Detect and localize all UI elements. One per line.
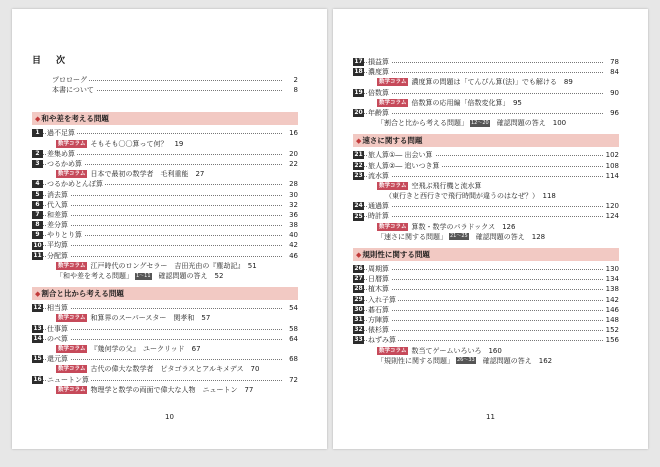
chapter-number: 10 — [33, 241, 42, 249]
toc-entry[interactable] — [32, 128, 298, 138]
chapter-title: ニュートン算 — [47, 375, 89, 384]
review-title: 「和や差を考える問題」 — [56, 272, 133, 280]
column-entry[interactable] — [32, 344, 298, 354]
chapter-number: 22 — [354, 161, 363, 169]
chapter-number: 32 — [354, 326, 363, 334]
chapter-number: 31 — [354, 316, 363, 324]
toc-entry[interactable] — [353, 274, 619, 284]
chapter-title: 倍数算 — [368, 88, 389, 97]
toc-entry[interactable] — [32, 354, 298, 364]
column-entry[interactable] — [353, 98, 619, 108]
section-heading — [353, 134, 619, 147]
toc-entry[interactable] — [32, 334, 298, 344]
page-ref: 138 — [605, 285, 619, 294]
front-matter-entry[interactable] — [32, 85, 298, 95]
column-badge: 数学コラム — [379, 182, 407, 189]
toc-entry[interactable] — [353, 305, 619, 315]
chapter-number: 15 — [33, 355, 42, 363]
toc-entry[interactable] — [353, 67, 619, 77]
column-entry[interactable] — [32, 364, 298, 374]
chapter-title: 俵杉算 — [368, 326, 389, 335]
column-badge: 数学コラム — [379, 223, 407, 230]
chapter-range: 26〜33 — [457, 357, 475, 364]
column-title: 『幾何学の父』 ユークリッド 67 — [90, 344, 201, 353]
toc-left — [32, 55, 298, 395]
column-title: 日本で最初の数学者 毛利重能 27 — [90, 170, 205, 179]
chapter-number: 16 — [33, 375, 42, 383]
page-ref: 72 — [289, 375, 298, 384]
toc-entry[interactable] — [353, 161, 619, 171]
column-entry[interactable] — [32, 139, 298, 149]
right-page — [333, 9, 648, 449]
chapter-range: 12〜20 — [471, 119, 489, 126]
chapter-title: 通過算 — [368, 202, 389, 211]
page-ref: 146 — [605, 305, 619, 314]
page-ref: 68 — [289, 355, 298, 364]
chapter-title: のべ算 — [47, 334, 68, 343]
page-ref: 130 — [605, 265, 619, 273]
page-ref: 152 — [605, 326, 619, 335]
review-entry[interactable] — [353, 232, 619, 242]
chapter-title: 過不足算 — [47, 129, 75, 138]
page-ref: 8 — [293, 86, 298, 95]
chapter-number: 2 — [32, 150, 43, 158]
chapter-title: 相当算 — [47, 304, 68, 313]
toc-entry[interactable] — [32, 210, 298, 220]
chapter-number: 30 — [354, 305, 363, 313]
toc-entry[interactable] — [353, 295, 619, 305]
toc-entry[interactable] — [32, 149, 298, 159]
chapter-number: 8 — [32, 221, 43, 229]
page-ref: 102 — [605, 151, 619, 160]
diamond-icon: ◆ — [356, 137, 362, 146]
column-title: そもそも〇〇算って何？ 19 — [90, 139, 184, 148]
column-badge: 数学コラム — [379, 347, 407, 354]
page-ref: 54 — [289, 304, 298, 313]
section-title: 和や差を考える問題 — [41, 114, 109, 124]
chapter-title: 損益算 — [368, 58, 389, 66]
section-heading — [32, 287, 298, 300]
chapter-number: 29 — [354, 295, 363, 303]
page-ref: 142 — [605, 295, 619, 304]
page-ref: 36 — [289, 210, 298, 219]
column-badge: 数学コラム — [58, 315, 86, 322]
chapter-number: 14 — [33, 334, 42, 342]
chapter-range: 1〜11 — [136, 272, 151, 279]
chapter-title: 濃度算 — [368, 68, 389, 77]
toc-entry[interactable] — [353, 284, 619, 294]
page-number-left: 10 — [165, 413, 174, 421]
toc-entry[interactable] — [353, 335, 619, 345]
page-ref: 114 — [605, 171, 619, 180]
page-ref: 64 — [289, 334, 298, 343]
chapter-title: 時計算 — [368, 212, 389, 221]
page-ref: 108 — [605, 161, 619, 170]
page-ref: 28 — [289, 180, 298, 189]
page-ref: 16 — [289, 129, 298, 138]
chapter-title: 植木算 — [368, 285, 389, 294]
review-title: 「割合と比から考える問題」 — [377, 119, 468, 128]
page-ref: 148 — [605, 315, 619, 324]
column-badge: 数学コラム — [379, 79, 407, 86]
chapter-number: 12 — [33, 304, 42, 312]
chapter-number: 19 — [354, 88, 363, 96]
section-title: 規則性に関する問題 — [362, 250, 430, 259]
front-matter-title: プロローグ — [52, 76, 87, 84]
chapter-title: 差分算 — [47, 221, 68, 230]
review-entry[interactable] — [32, 271, 298, 281]
diamond-icon: ◆ — [35, 115, 41, 124]
toc-right — [353, 57, 619, 366]
chapter-number: 3 — [32, 160, 43, 168]
toc-entry[interactable] — [353, 171, 619, 181]
toc-heading: 目 次 — [32, 56, 69, 66]
column-subtitle — [353, 191, 619, 201]
chapter-title: 消去算 — [47, 190, 68, 199]
chapter-title: 和差算 — [47, 210, 68, 219]
column-title: 濃度算の問題は「てんびん算(法)」でも解ける 89 — [411, 78, 573, 87]
review-text: 確認問題の答え 128 — [468, 232, 546, 241]
chapter-number: 20 — [354, 109, 363, 117]
toc-entry[interactable] — [353, 57, 619, 67]
chapter-title: 平均算 — [47, 241, 68, 250]
review-text: 確認問題の答え 52 — [151, 272, 224, 280]
column-title: 数当てゲームいろいろ 160 — [411, 346, 502, 355]
toc-entry[interactable] — [353, 325, 619, 335]
spacer — [32, 95, 298, 106]
chapter-number: 28 — [354, 285, 363, 293]
page-ref: 96 — [610, 108, 619, 117]
chapter-title: 旅人算①― 出会い算 — [368, 151, 433, 160]
review-title: 「速さに関する問題」 — [377, 232, 447, 241]
section-title: 割合と比から考える問題 — [41, 289, 124, 299]
chapter-number: 7 — [32, 211, 43, 219]
page-ref: 2 — [293, 76, 298, 84]
toc-entry[interactable] — [32, 220, 298, 230]
page-ref: 40 — [289, 231, 298, 240]
page-ref: 58 — [289, 324, 298, 333]
toc-entry[interactable] — [32, 303, 298, 313]
chapter-number: 11 — [33, 251, 42, 259]
page-ref: 46 — [289, 251, 298, 260]
column-entry[interactable] — [353, 181, 619, 191]
chapter-title: 分配算 — [47, 251, 68, 260]
chapter-number: 27 — [354, 275, 363, 283]
chapter-title: 方陣算 — [368, 315, 389, 324]
column-subtitle-text: （東行きと西行きで飛行時間が違うのはなぜ？） 118 — [377, 192, 558, 200]
page-ref: 30 — [289, 190, 298, 199]
toc-entry[interactable] — [353, 88, 619, 98]
toc-entry[interactable] — [32, 230, 298, 240]
column-entry[interactable] — [353, 346, 619, 356]
section-heading — [353, 248, 619, 261]
left-page — [12, 9, 327, 449]
toc-entry[interactable] — [32, 240, 298, 250]
page-ref: 120 — [605, 202, 619, 211]
chapter-title: 旅人算②― 追いつき算 — [368, 161, 440, 170]
column-title: 物理学と数学の両面で偉大な人物 ニュートン 77 — [90, 385, 254, 394]
column-badge: 数学コラム — [379, 99, 407, 106]
column-entry[interactable] — [32, 261, 298, 271]
chapter-number: 18 — [354, 68, 363, 76]
page-ref: 32 — [289, 200, 298, 209]
page-ref: 156 — [605, 336, 619, 345]
chapter-number: 1 — [32, 129, 43, 137]
chapter-title: つるかめとんぼ算 — [47, 180, 103, 189]
toc-entry[interactable] — [32, 190, 298, 200]
chapter-number: 6 — [32, 201, 43, 209]
column-entry[interactable] — [32, 385, 298, 395]
column-badge: 数学コラム — [58, 140, 86, 147]
section-title: 速さに関する問題 — [362, 136, 423, 146]
page-ref: 124 — [605, 212, 619, 221]
column-badge: 数学コラム — [58, 171, 86, 178]
chapter-title: やりとり算 — [47, 231, 82, 240]
page-ref: 20 — [289, 149, 298, 158]
column-title: 古代の偉大な数学者 ピタゴラスとアルキメデス 70 — [90, 365, 260, 374]
chapter-title: 碁石算 — [368, 305, 389, 314]
front-matter-title: 本書について — [52, 86, 94, 95]
column-title: 空飛ぶ飛行機と流水算 — [411, 181, 482, 190]
review-entry[interactable] — [353, 356, 619, 366]
toc-entry[interactable] — [353, 201, 619, 211]
page-ref: 78 — [610, 58, 619, 66]
chapter-range: 21〜25 — [450, 233, 468, 240]
diamond-icon: ◆ — [356, 251, 362, 259]
chapter-number: 21 — [354, 151, 363, 159]
review-title: 「規則性に関する問題」 — [377, 356, 454, 365]
chapter-title: 還元算 — [47, 355, 68, 364]
toc-entry[interactable] — [353, 315, 619, 325]
column-badge: 数学コラム — [58, 386, 86, 393]
column-badge: 数学コラム — [58, 262, 86, 269]
column-title: 倍数算の応用編「倍数変化算」 95 — [411, 98, 522, 107]
toc-entry[interactable] — [32, 200, 298, 210]
column-entry[interactable] — [32, 169, 298, 179]
chapter-number: 17 — [354, 58, 363, 66]
chapter-title: 差集め算 — [47, 149, 75, 158]
column-title: 江戸時代のロングセラー 吉田光由の『塵劫記』 51 — [90, 261, 257, 270]
page-ref: 38 — [289, 221, 298, 230]
toc-entry[interactable] — [32, 179, 298, 189]
page-number-right: 11 — [486, 413, 495, 421]
front-matter-entry[interactable] — [32, 75, 298, 85]
section-heading — [32, 112, 298, 125]
column-title: 和算界のスーパースター 関孝和 57 — [90, 314, 211, 323]
page-ref: 42 — [289, 241, 298, 250]
chapter-number: 9 — [32, 231, 43, 239]
column-badge: 数学コラム — [58, 346, 86, 353]
toc-entry[interactable] — [32, 375, 298, 385]
column-badge: 数学コラム — [58, 366, 86, 373]
column-entry[interactable] — [32, 313, 298, 323]
chapter-number: 25 — [354, 212, 363, 220]
review-entry[interactable] — [353, 118, 619, 128]
column-entry[interactable] — [353, 222, 619, 232]
toc-entry[interactable] — [32, 251, 298, 261]
page-ref: 22 — [289, 159, 298, 168]
chapter-title: 代入算 — [47, 200, 68, 209]
toc-entry[interactable] — [353, 150, 619, 160]
column-title: 算数・数学のパラドックス 126 — [411, 222, 516, 231]
page-ref: 134 — [605, 275, 619, 284]
chapter-title: つるかめ算 — [47, 159, 82, 168]
chapter-title: 周期算 — [368, 265, 389, 273]
column-entry[interactable] — [353, 77, 619, 87]
chapter-number: 4 — [32, 180, 43, 188]
chapter-number: 26 — [354, 265, 363, 273]
chapter-number: 13 — [33, 324, 42, 332]
chapter-title: 年齢算 — [368, 108, 389, 117]
page-ref: 90 — [610, 88, 619, 97]
toc-entry[interactable] — [353, 264, 619, 274]
chapter-number: 23 — [354, 171, 363, 179]
chapter-title: 入れ子算 — [368, 295, 396, 304]
chapter-title: ねずみ算 — [368, 336, 396, 345]
review-text: 確認問題の答え 100 — [489, 119, 567, 128]
toc-entry[interactable] — [32, 159, 298, 169]
page-ref: 84 — [610, 68, 619, 77]
review-text: 確認問題の答え 162 — [475, 356, 553, 365]
chapter-number: 5 — [32, 191, 43, 199]
chapter-title: 日暦算 — [368, 275, 389, 284]
chapter-number: 33 — [354, 336, 363, 344]
chapter-title: 流水算 — [368, 171, 389, 180]
toc-entry[interactable] — [353, 108, 619, 118]
diamond-icon: ◆ — [35, 290, 41, 299]
toc-entry[interactable] — [353, 211, 619, 221]
chapter-number: 24 — [354, 202, 363, 210]
toc-entry[interactable] — [32, 324, 298, 334]
chapter-title: 仕事算 — [47, 324, 68, 333]
